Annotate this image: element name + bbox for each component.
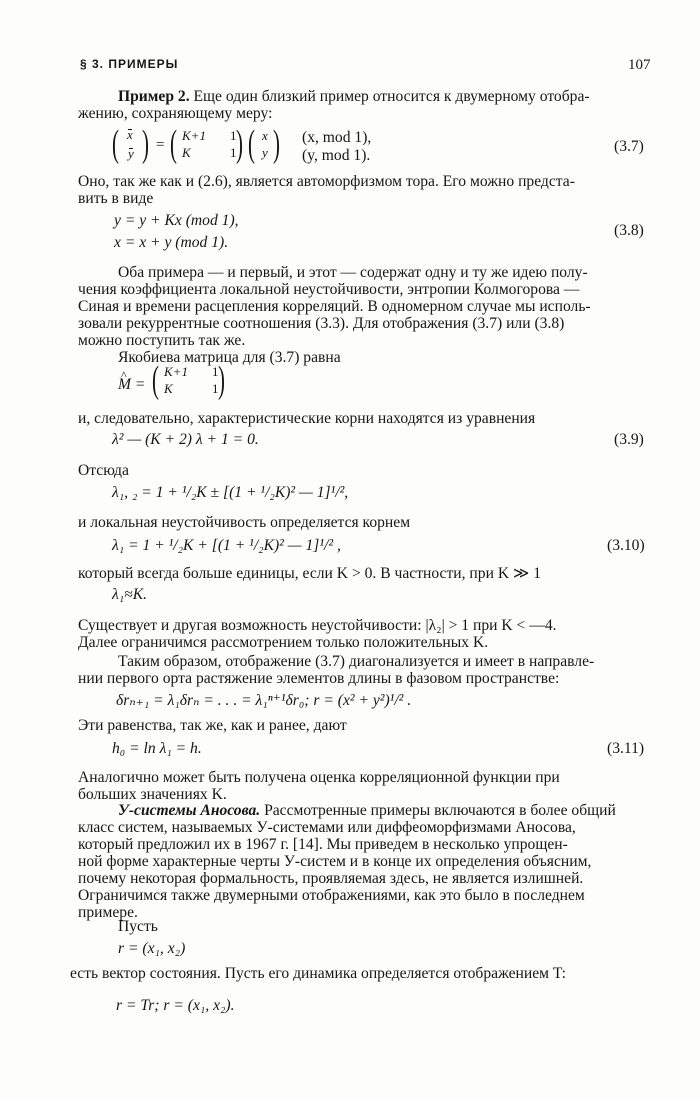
anosov-line-2: класс систем, называемых У-системами или диффеоморфизмами Аносова,: [78, 819, 576, 836]
eq38-number: (3.8): [614, 222, 644, 239]
eq-approx: λ₁≈K.: [112, 586, 148, 603]
paragraph-other-line-2: Далее ограничимся рассмотрением только положительных K.: [78, 634, 489, 651]
eq38-line-2: x = x + y (mod 1).: [114, 234, 229, 251]
paren-close: ): [236, 123, 243, 165]
eq37-v1: x: [262, 128, 268, 143]
paragraph-both-line-1: Оба примера — и первый, и этот — содержат одну и ту же идею полу-: [118, 264, 588, 281]
paragraph-hence: Отсюда: [78, 462, 129, 479]
paren-open: (: [170, 123, 177, 165]
jacobian-lhs: ^ M =: [118, 376, 145, 394]
eq37-mod-1: (x, mod 1),: [302, 129, 372, 146]
eq-last: r = Tr; r = (x₁, x₂).: [116, 997, 235, 1014]
eq37-xbar: x: [127, 127, 133, 142]
eq39-number: (3.9): [614, 431, 644, 448]
anosov-line-1: [118, 802, 616, 819]
eq310: λ₁ = 1 + ¹/₂K + [(1 + ¹/₂K)² — 1]¹/² ,: [112, 537, 341, 554]
anosov-text: Рассмотренные примеры включаются в более общий: [264, 802, 616, 819]
eq37-number: (3.7): [614, 138, 644, 155]
jacobian-m22: 1: [212, 381, 219, 396]
example-2-line-1: [118, 88, 590, 105]
example-2-line-2: жению, сохраняющему меру:: [78, 105, 273, 122]
eq37-m21: K: [182, 145, 191, 160]
example-2-text: Еще один близкий пример относится к двумерному отобра-: [193, 88, 590, 105]
eq37-v2: y: [262, 145, 268, 160]
paragraph-diagonal-line-1: Таким образом, отображение (3.7) диагонализуется и имеет в направле-: [118, 653, 595, 670]
paragraph-jacobian: Якобиева матрица для (3.7) равна: [118, 349, 341, 366]
paren-close: ): [218, 359, 225, 401]
eq39: λ² — (K + 2) λ + 1 = 0.: [112, 431, 259, 448]
eq37-m11: K+1: [182, 128, 206, 143]
page-number: 107: [628, 57, 651, 73]
section-header: § 3. ПРИМЕРЫ: [80, 57, 179, 71]
paragraph-greater-one: который всегда больше единицы, если K > 0. В частности, при K ≫ 1: [78, 565, 541, 582]
paren-open: (: [152, 359, 159, 401]
eq38-line-1: y = y + Kx (mod 1),: [114, 212, 239, 229]
paragraph-both-line-2: чения коэффициента локальной неустойчивости, энтропии Колмогорова —: [78, 281, 580, 298]
paragraph-torus-line-1: Оно, так же как и (2.6), является автоморфизмом тора. Его можно предста-: [78, 173, 575, 190]
paren-open: (: [112, 123, 119, 165]
eq37-equals: =: [156, 137, 165, 153]
example-2-title: Пример 2.: [118, 88, 190, 105]
paragraph-characteristic: и, следовательно, характеристические корни находятся из уравнения: [78, 410, 536, 427]
paren-close: ): [273, 123, 280, 165]
anosov-line-3: который предложил их в 1967 г. [14]. Мы приведем в несколько упрощен-: [78, 836, 568, 853]
anosov-title: У-системы Аносова.: [118, 802, 261, 819]
eq-state-vector: r = (x₁, x₂): [118, 940, 186, 957]
eq310-number: (3.10): [607, 537, 645, 554]
eq311: h₀ = ln λ₁ = h.: [112, 740, 202, 757]
anosov-line-5: почему некоторая формальность, проявляемая здесь, не является излишней.: [78, 870, 584, 887]
anosov-line-7: примере.: [78, 904, 138, 921]
paragraph-both-line-5: можно поступить так же.: [78, 332, 246, 349]
eq37-mod-2: (y, mod 1).: [302, 147, 371, 164]
paragraph-similarly-line-2: больших значениях K.: [78, 786, 227, 803]
paragraph-both-line-4: зовали рекуррентные соотношения (3.3). Для отображения (3.7) или (3.8): [78, 315, 565, 332]
paren-close: ): [142, 123, 149, 165]
paren-open: (: [248, 123, 255, 165]
eq37-ybar: y: [128, 146, 134, 161]
paragraph-both-line-3: Синая и времени расцепления корреляций. В одномерном случае мы исполь-: [78, 298, 591, 315]
paragraph-diagonal-line-2: нии первого орта растяжение элементов длины в фазовом пространстве:: [78, 670, 560, 687]
jacobian-m11: K+1: [164, 364, 188, 379]
eq37-m22: 1: [230, 145, 237, 160]
paragraph-dynamics: есть вектор состояния. Пусть его динамика определяется отображением T:: [70, 965, 567, 982]
eq-roots: λ₁, ₂ = 1 + ¹/₂K ± [(1 + ¹/₂K)² — 1]¹/²,: [112, 484, 349, 501]
paragraph-local-instability: и локальная неустойчивость определяется корнем: [78, 514, 411, 531]
jacobian-m12: 1: [212, 364, 219, 379]
paragraph-let: Пусть: [118, 918, 158, 935]
anosov-line-4: ной форме характерные черты У-систем и в конце их определения объясним,: [78, 853, 592, 870]
paragraph-torus-line-2: вить в виде: [78, 190, 154, 207]
eq311-number: (3.11): [607, 740, 645, 757]
anosov-line-6: Ограничимся также двумерными отображениями, как это было в последнем: [78, 887, 585, 904]
eq37-m12: 1: [230, 128, 237, 143]
paragraph-other-line-1: Существует и другая возможность неустойчивости: |λ₂| > 1 при K < —4.: [78, 617, 557, 634]
paragraph-similarly-line-1: Аналогично может быть получена оценка корреляционной функции при: [78, 769, 560, 786]
jacobian-m21: K: [164, 381, 173, 396]
eq-delta: δrₙ₊₁ = λ₁δrₙ = . . . = λ₁ⁿ⁺¹δr₀; r = (x² + y²)¹/² .: [116, 692, 412, 709]
paragraph-equalities: Эти равенства, так же, как и ранее, дают: [78, 717, 347, 734]
